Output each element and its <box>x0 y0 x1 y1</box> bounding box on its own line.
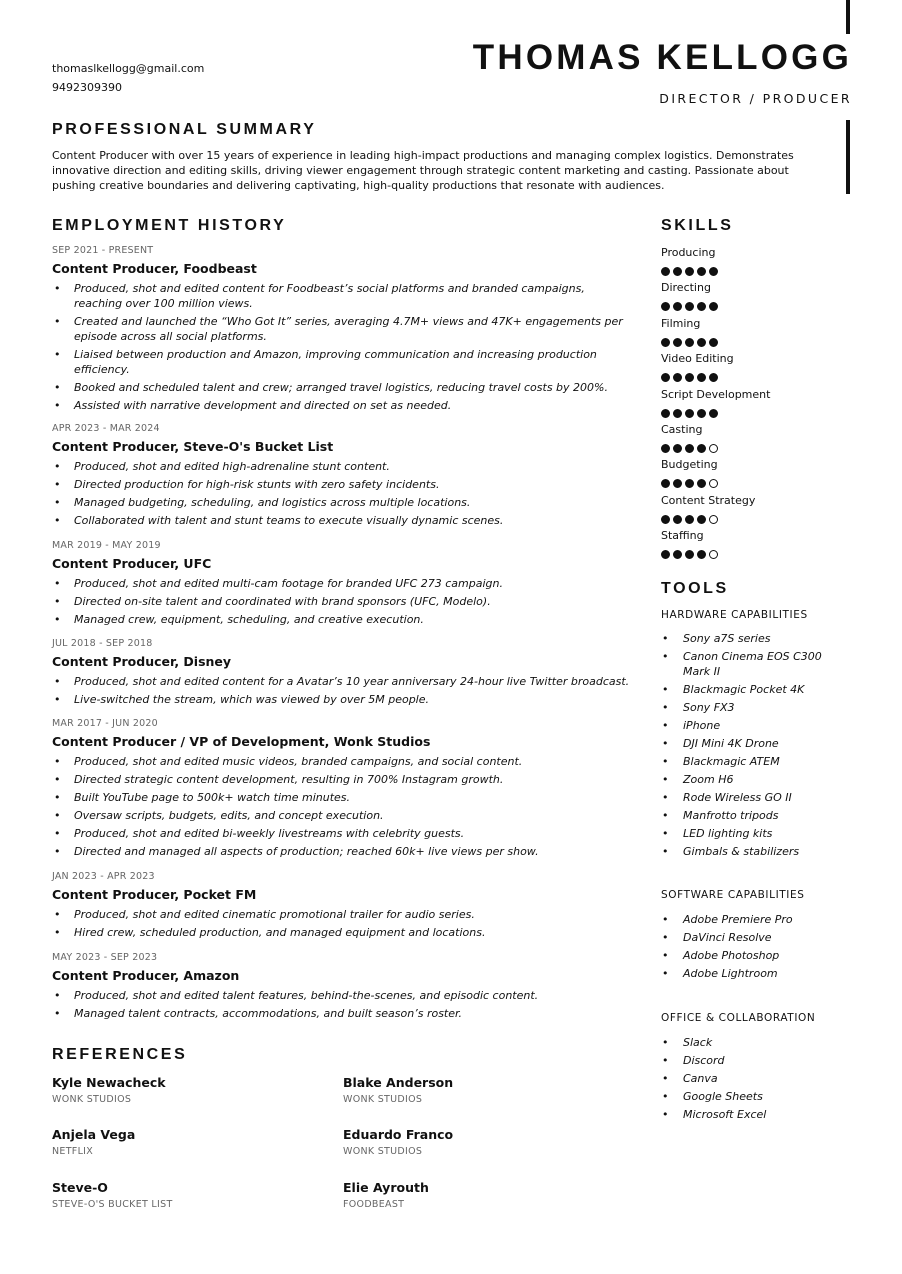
rating-dot-filled <box>697 550 706 559</box>
skill-item <box>661 493 755 524</box>
tool-item: • Blackmagic ATEM <box>661 754 831 769</box>
rating-dot-filled <box>697 515 706 524</box>
job-bullet: • Produced, shot and edited music videos, branded campaigns, and social content. <box>52 754 632 769</box>
tool-item: • Canon Cinema EOS C300 Mark II <box>661 649 831 679</box>
job-bullet: • Live-switched the stream, which was viewed by over 5M people. <box>52 692 632 707</box>
tool-item: • Sony a7S series <box>661 631 831 646</box>
reference-name: Eduardo Franco <box>343 1127 454 1142</box>
rating-dot-filled <box>697 338 706 347</box>
tool-item: • LED lighting kits <box>661 826 831 841</box>
job-bullet: • Built YouTube page to 500k+ watch time minutes. <box>52 790 632 805</box>
reference-org: FOODBEAST <box>343 1199 405 1210</box>
job-entry <box>52 423 632 531</box>
rating-dot-filled <box>673 550 682 559</box>
rating-dot-filled <box>685 302 694 311</box>
job-bullets <box>52 281 632 413</box>
reference-org: WONK STUDIOS <box>52 1094 132 1105</box>
candidate-name: THOMAS KELLOGG <box>472 38 852 77</box>
rating-dot-filled <box>709 302 718 311</box>
email[interactable]: thomaslkellogg@gmail.com <box>52 62 205 75</box>
rating-dot-empty <box>709 479 718 488</box>
skill-item <box>661 351 734 382</box>
job-dates: MAY 2023 - SEP 2023 <box>52 952 158 963</box>
job-bullet: • Directed strategic content development, resulting in 700% Instagram growth. <box>52 772 632 787</box>
job-entry <box>52 871 632 943</box>
reference-org: NETFLIX <box>52 1146 94 1157</box>
contact-block <box>52 59 204 97</box>
rating-dot-filled <box>709 267 718 276</box>
job-title: Content Producer, Disney <box>52 654 232 669</box>
tool-item: • Discord <box>661 1053 831 1068</box>
office-heading: OFFICE & COLLABORATION <box>661 1012 816 1024</box>
skill-name: Video Editing <box>661 352 734 366</box>
reference-org: WONK STUDIOS <box>343 1146 423 1157</box>
rating-dot-filled <box>661 479 670 488</box>
software-list <box>661 912 831 984</box>
reference-entry <box>52 1180 173 1210</box>
hardware-list <box>661 631 831 862</box>
rating-dot-filled <box>697 444 706 453</box>
job-title: Content Producer, Pocket FM <box>52 887 257 902</box>
rating-dot-filled <box>673 409 682 418</box>
reference-name: Anjela Vega <box>52 1127 136 1142</box>
candidate-role: DIRECTOR / PRODUCER <box>659 91 852 106</box>
rating-dot-filled <box>661 302 670 311</box>
rating-dot-filled <box>673 267 682 276</box>
rating-dot-filled <box>673 444 682 453</box>
job-bullet: • Liaised between production and Amazon, improving communication and increasing production efficiency. <box>52 347 632 377</box>
skill-item <box>661 245 718 276</box>
job-entry <box>52 245 632 416</box>
reference-entry <box>52 1075 166 1105</box>
job-bullet: • Collaborated with talent and stunt teams to execute visually dynamic scenes. <box>52 513 632 528</box>
job-bullet: • Produced, shot and edited talent features, behind-the-scenes, and episodic content. <box>52 988 632 1003</box>
summary-accent-bar <box>846 120 850 194</box>
job-bullet: • Managed talent contracts, accommodations, and built season’s roster. <box>52 1006 632 1021</box>
skill-name: Directing <box>661 281 711 295</box>
job-bullet: • Produced, shot and edited content for a Avatar’s 10 year anniversary 24-hour live Twitter broadcast. <box>52 674 632 689</box>
job-bullets <box>52 907 632 940</box>
tool-item: • Blackmagic Pocket 4K <box>661 682 831 697</box>
skill-item <box>661 387 770 418</box>
job-bullets <box>52 754 632 859</box>
skill-name: Casting <box>661 423 703 436</box>
skill-name: Filming <box>661 316 701 330</box>
rating-dot-filled <box>685 479 694 488</box>
job-title: Content Producer / VP of Development, Wonk Studios <box>52 734 431 749</box>
skill-name: Script Development <box>661 387 771 401</box>
tool-item: • Slack <box>661 1035 831 1050</box>
skill-item <box>661 457 718 488</box>
rating-dot-empty <box>709 444 718 453</box>
job-bullets <box>52 459 632 528</box>
hardware-heading: HARDWARE CAPABILITIES <box>661 609 808 621</box>
tool-item: • Google Sheets <box>661 1089 831 1104</box>
job-entry <box>52 540 632 630</box>
skill-rating <box>661 302 718 311</box>
reference-name: Steve-O <box>52 1180 108 1195</box>
reference-org: STEVE-O'S BUCKET LIST <box>52 1199 173 1210</box>
job-bullet: • Assisted with narrative development and directed on set as needed. <box>52 398 632 413</box>
job-bullet: • Produced, shot and edited cinematic promotional trailer for audio series. <box>52 907 632 922</box>
job-bullet: • Managed crew, equipment, scheduling, and creative execution. <box>52 612 632 627</box>
tool-item: • Adobe Premiere Pro <box>661 912 831 927</box>
rating-dot-filled <box>685 409 694 418</box>
rating-dot-filled <box>673 479 682 488</box>
rating-dot-empty <box>709 515 718 524</box>
job-bullet: • Produced, shot and edited high-adrenaline stunt content. <box>52 459 632 474</box>
tool-item: • Sony FX3 <box>661 700 831 715</box>
office-list <box>661 1035 831 1125</box>
job-dates: MAR 2019 - MAY 2019 <box>52 540 161 551</box>
skill-rating <box>661 267 718 276</box>
skill-rating <box>661 479 718 488</box>
job-dates: APR 2023 - MAR 2024 <box>52 423 160 434</box>
job-bullet: • Produced, shot and edited content for Foodbeast’s social platforms and branded campaigns, reaching over 100 million views. <box>52 281 632 311</box>
tool-item: • Adobe Lightroom <box>661 966 831 981</box>
skill-item <box>661 280 718 311</box>
job-bullet: • Directed and managed all aspects of production; reached 60k+ live views per show. <box>52 844 632 859</box>
job-dates: MAR 2017 - JUN 2020 <box>52 718 158 729</box>
rating-dot-filled <box>685 373 694 382</box>
tool-item: • Rode Wireless GO II <box>661 790 831 805</box>
reference-entry <box>52 1127 135 1157</box>
job-title: Content Producer, UFC <box>52 556 212 571</box>
job-bullet: • Produced, shot and edited bi-weekly livestreams with celebrity guests. <box>52 826 632 841</box>
skill-rating <box>661 409 770 418</box>
rating-dot-filled <box>661 373 670 382</box>
rating-dot-filled <box>685 267 694 276</box>
reference-name: Kyle Newacheck <box>52 1075 166 1090</box>
job-entry <box>52 718 632 862</box>
tool-item: • Adobe Photoshop <box>661 948 831 963</box>
rating-dot-filled <box>673 302 682 311</box>
tool-item: • DaVinci Resolve <box>661 930 831 945</box>
skills-heading: SKILLS <box>661 217 734 234</box>
rating-dot-filled <box>673 373 682 382</box>
skill-name: Producing <box>661 246 716 259</box>
reference-name: Elie Ayrouth <box>343 1180 429 1195</box>
reference-entry <box>343 1180 429 1210</box>
job-dates: JUL 2018 - SEP 2018 <box>52 638 153 649</box>
rating-dot-filled <box>673 338 682 347</box>
software-heading: SOFTWARE CAPABILITIES <box>661 889 805 901</box>
skill-item <box>661 528 718 559</box>
rating-dot-filled <box>709 338 718 347</box>
job-bullets <box>52 988 632 1021</box>
job-title: Content Producer, Amazon <box>52 968 240 983</box>
job-dates: SEP 2021 - PRESENT <box>52 245 154 256</box>
job-bullet: • Managed budgeting, scheduling, and logistics across multiple locations. <box>52 495 632 510</box>
tool-item: • Gimbals & stabilizers <box>661 844 831 859</box>
skill-item <box>661 422 718 453</box>
tool-item: • Canva <box>661 1071 831 1086</box>
tool-item: • Manfrotto tripods <box>661 808 831 823</box>
skill-rating <box>661 550 718 559</box>
rating-dot-filled <box>661 550 670 559</box>
skill-rating <box>661 515 755 524</box>
tool-item: • Zoom H6 <box>661 772 831 787</box>
job-title: Content Producer, Steve-O's Bucket List <box>52 439 334 454</box>
skill-rating <box>661 338 718 347</box>
job-bullet: • Oversaw scripts, budgets, edits, and concept execution. <box>52 808 632 823</box>
rating-dot-filled <box>661 338 670 347</box>
rating-dot-filled <box>697 302 706 311</box>
skill-name: Staffing <box>661 529 704 543</box>
rating-dot-filled <box>661 444 670 453</box>
references-heading: REFERENCES <box>52 1046 188 1063</box>
rating-dot-filled <box>709 373 718 382</box>
rating-dot-filled <box>673 515 682 524</box>
rating-dot-filled <box>661 409 670 418</box>
skill-rating <box>661 444 718 453</box>
reference-entry <box>343 1127 453 1157</box>
skill-name: Budgeting <box>661 458 718 472</box>
job-title: Content Producer, Foodbeast <box>52 261 257 276</box>
rating-dot-filled <box>697 267 706 276</box>
reference-org: WONK STUDIOS <box>343 1094 423 1105</box>
job-bullet: • Directed on-site talent and coordinated with brand sponsors (UFC, Modelo). <box>52 594 632 609</box>
employment-heading: EMPLOYMENT HISTORY <box>52 217 287 234</box>
job-bullet: • Directed production for high-risk stunts with zero safety incidents. <box>52 477 632 492</box>
tools-heading: TOOLS <box>661 580 729 597</box>
phone[interactable]: 9492309390 <box>52 81 122 94</box>
rating-dot-empty <box>709 550 718 559</box>
job-bullet: • Hired crew, scheduled production, and managed equipment and locations. <box>52 925 632 940</box>
rating-dot-filled <box>685 338 694 347</box>
job-dates: JAN 2023 - APR 2023 <box>52 871 155 882</box>
rating-dot-filled <box>697 373 706 382</box>
rating-dot-filled <box>661 267 670 276</box>
job-bullets <box>52 674 632 707</box>
tool-item: • Microsoft Excel <box>661 1107 831 1122</box>
job-bullet: • Booked and scheduled talent and crew; arranged travel logistics, reducing travel costs by 200%. <box>52 380 632 395</box>
skill-name: Content Strategy <box>661 493 756 507</box>
reference-entry <box>343 1075 453 1105</box>
job-bullet: • Produced, shot and edited multi-cam footage for branded UFC 273 campaign. <box>52 576 632 591</box>
tool-item: • DJI Mini 4K Drone <box>661 736 831 751</box>
tool-item: • iPhone <box>661 718 831 733</box>
rating-dot-filled <box>685 444 694 453</box>
rating-dot-filled <box>697 479 706 488</box>
summary-heading: PROFESSIONAL SUMMARY <box>52 121 317 138</box>
skill-item <box>661 316 718 347</box>
rating-dot-filled <box>661 515 670 524</box>
job-bullets <box>52 576 632 627</box>
rating-dot-filled <box>697 409 706 418</box>
top-accent-bar <box>846 0 850 34</box>
rating-dot-filled <box>685 515 694 524</box>
summary-text: Content Producer with over 15 years of experience in leading high-impact productions and managing complex logistics. Demonstrates innovative direction and editing skills, driving viewer engagement through strategic content marketing and casting. Passionate about pushing creative boundaries and delivering captivating, high-quality productions that resonate with audiences. <box>52 149 794 192</box>
rating-dot-filled <box>709 409 718 418</box>
rating-dot-filled <box>685 550 694 559</box>
job-entry <box>52 638 632 710</box>
reference-name: Blake Anderson <box>343 1075 454 1090</box>
skill-rating <box>661 373 734 382</box>
job-entry <box>52 952 632 1024</box>
job-bullet: • Created and launched the “Who Got It” series, averaging 4.7M+ views and 47K+ engagements per episode across all social platforms. <box>52 314 632 344</box>
